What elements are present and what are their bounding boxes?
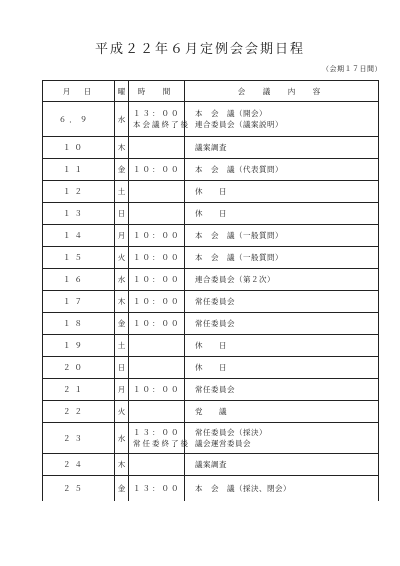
header-row (43, 81, 379, 102)
row-date: ２４ (43, 454, 115, 476)
row-time (129, 102, 190, 137)
row-time (129, 401, 185, 423)
row-weekday: 土 (115, 181, 129, 203)
row-agenda (185, 203, 379, 225)
row-weekday: 土 (115, 335, 129, 357)
row-date: １８ (43, 313, 115, 335)
row-date: １４ (43, 225, 115, 247)
schedule-body (43, 102, 379, 501)
row-weekday: 水 (115, 423, 129, 454)
row-weekday: 火 (115, 247, 129, 269)
row-agenda-line: 連合委員会（第２次） (195, 275, 275, 284)
row-agenda-line: 党 議 (195, 407, 227, 416)
table-row (43, 181, 379, 203)
row-agenda-line: 本 会 議（一般質問） (195, 231, 283, 240)
row-weekday: 日 (115, 357, 129, 379)
row-agenda-line: 常任委員会（採決） (195, 428, 267, 437)
table-row (43, 102, 379, 137)
table-row (43, 225, 379, 247)
header-day: 曜 (115, 81, 129, 102)
row-agenda (185, 379, 379, 401)
row-time-line: １０：００ (133, 253, 181, 262)
row-agenda-line: 議案調査 (195, 143, 227, 152)
row-time (129, 313, 185, 335)
row-time-line: １０：００ (133, 275, 181, 284)
row-date: ２３ (43, 423, 115, 454)
table-row (43, 454, 379, 476)
header-time: 時 間 (129, 81, 185, 102)
row-agenda (185, 137, 379, 159)
row-date: １７ (43, 291, 115, 313)
row-agenda (185, 181, 379, 203)
row-time (129, 423, 190, 454)
row-agenda (185, 401, 379, 423)
row-time-line: １３：００ (133, 428, 181, 437)
row-date: ６．９ (43, 102, 115, 137)
row-weekday: 月 (115, 225, 129, 247)
row-time-line: １３：００ (133, 109, 181, 118)
row-time (129, 181, 185, 203)
row-agenda (185, 159, 379, 181)
row-time (129, 137, 185, 159)
row-time-line: １０：００ (133, 319, 181, 328)
row-time (129, 269, 185, 291)
row-agenda-line: 議案調査 (195, 460, 227, 469)
row-agenda (185, 423, 379, 454)
row-agenda (185, 225, 379, 247)
row-time-line: １０：００ (133, 231, 181, 240)
row-weekday: 月 (115, 379, 129, 401)
row-time (129, 291, 185, 313)
row-date: １５ (43, 247, 115, 269)
row-time (129, 476, 185, 501)
page-title: 平成２２年６月定例会会期日程 (94, 42, 305, 57)
row-date: １２ (43, 181, 115, 203)
row-time-line: 常任委終了後 (133, 439, 190, 448)
row-date: ２５ (43, 476, 115, 501)
row-agenda (185, 454, 379, 476)
table-row (43, 401, 379, 423)
row-agenda-line: 常任委員会 (195, 385, 235, 394)
row-time (129, 225, 185, 247)
table-row (43, 335, 379, 357)
session-length-note: （会期１７日間） (322, 65, 382, 73)
row-agenda-line: 本 会 議（一般質問） (195, 253, 283, 262)
row-date: １１ (43, 159, 115, 181)
row-agenda-line: 休 日 (195, 187, 227, 196)
row-time-line: 本会議終了後 (133, 120, 190, 129)
row-date: １６ (43, 269, 115, 291)
row-time (129, 379, 185, 401)
row-weekday: 木 (115, 291, 129, 313)
header-agenda: 会 議 内 容 (185, 81, 379, 102)
row-date: １０ (43, 137, 115, 159)
row-time (129, 247, 185, 269)
row-weekday: 金 (115, 476, 129, 501)
row-date: １３ (43, 203, 115, 225)
table-row (43, 357, 379, 379)
row-weekday: 水 (115, 269, 129, 291)
row-agenda (185, 335, 379, 357)
row-date: １９ (43, 335, 115, 357)
row-agenda (185, 269, 379, 291)
row-agenda (185, 476, 379, 501)
table-row (43, 159, 379, 181)
table-row (43, 313, 379, 335)
row-weekday: 木 (115, 454, 129, 476)
row-agenda-line: 休 日 (195, 209, 227, 218)
row-time-line: １３：００ (133, 483, 181, 493)
table-row (43, 203, 379, 225)
row-agenda (185, 291, 379, 313)
row-agenda (185, 102, 379, 137)
row-agenda-line: 休 日 (195, 363, 227, 372)
row-weekday: 金 (115, 159, 129, 181)
row-date: ２１ (43, 379, 115, 401)
row-agenda (185, 247, 379, 269)
row-agenda (185, 313, 379, 335)
schedule-table (42, 80, 379, 501)
row-time-line: １０：００ (133, 297, 181, 306)
table-row (43, 137, 379, 159)
table-row (43, 269, 379, 291)
row-agenda-line: 議会運営委員会 (195, 439, 251, 448)
row-weekday: 日 (115, 203, 129, 225)
row-agenda (185, 357, 379, 379)
row-agenda-line: 常任委員会 (195, 319, 235, 328)
row-time-line: １０：００ (133, 165, 181, 174)
row-agenda-line: 休 日 (195, 341, 227, 350)
row-time (129, 203, 185, 225)
header-date: 月 日 (43, 81, 115, 102)
row-time (129, 335, 185, 357)
row-agenda-line: 連合委員会（議案説明） (195, 120, 283, 129)
table-row (43, 476, 379, 501)
table-row (43, 379, 379, 401)
table-row (43, 291, 379, 313)
row-time (129, 357, 185, 379)
row-date: ２２ (43, 401, 115, 423)
row-agenda-line: 本 会 議（代表質問） (195, 165, 283, 174)
row-agenda-line: 本 会 議（開会） (195, 109, 267, 118)
row-weekday: 金 (115, 313, 129, 335)
table-row (43, 423, 379, 454)
row-agenda-line: 本 会 議（採決、閉会） (195, 483, 291, 493)
row-agenda-line: 常任委員会 (195, 297, 235, 306)
row-weekday: 木 (115, 137, 129, 159)
table-row (43, 247, 379, 269)
row-date: ２０ (43, 357, 115, 379)
row-time (129, 454, 185, 476)
row-weekday: 水 (115, 102, 129, 137)
row-weekday: 火 (115, 401, 129, 423)
row-time (129, 159, 185, 181)
row-time-line: １０：００ (133, 385, 181, 394)
